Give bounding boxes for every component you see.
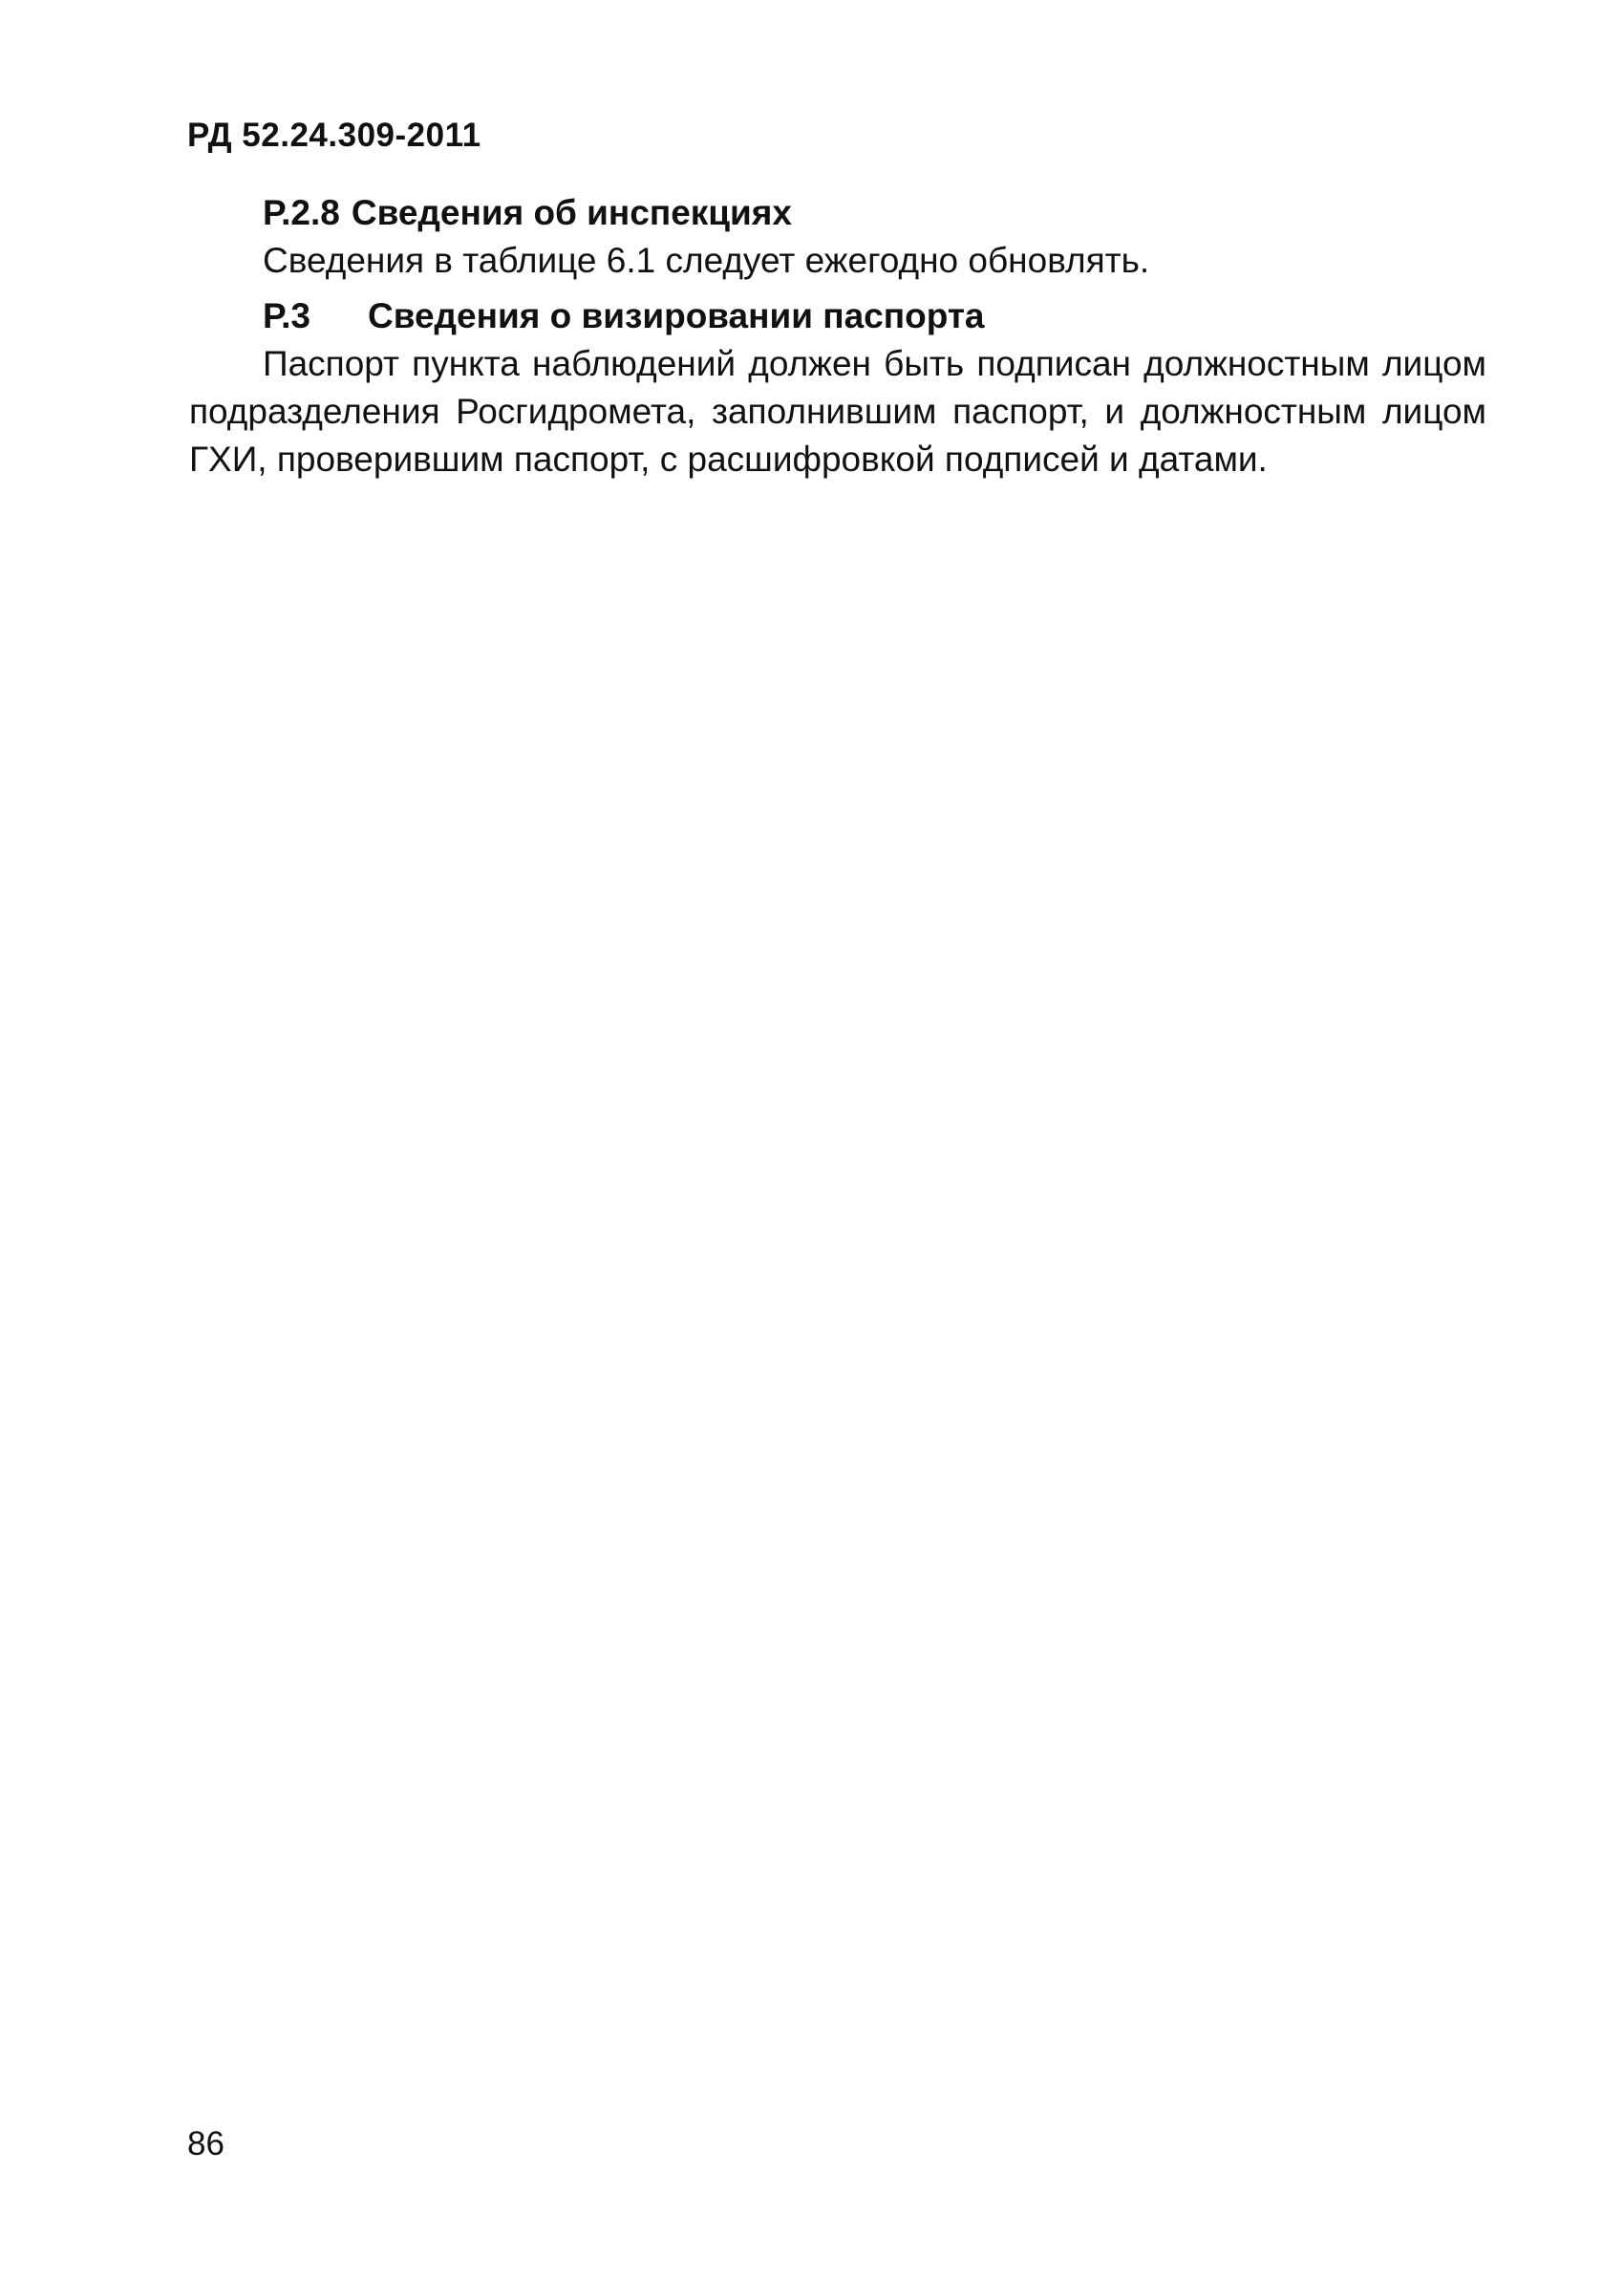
section-p-2-8 bbox=[189, 189, 1486, 285]
section-number: Р.3 bbox=[263, 296, 310, 335]
section-heading bbox=[263, 189, 1486, 237]
document-code: РД 52.24.309-2011 bbox=[187, 117, 481, 154]
page-number: 86 bbox=[187, 2125, 224, 2162]
section-heading bbox=[263, 292, 1486, 340]
section-title: Сведения об инспекциях bbox=[351, 193, 792, 232]
section-number: Р.2.8 bbox=[263, 193, 340, 232]
section-paragraph: Паспорт пункта наблюдений должен быть подписан должностным лицом подразделения Росгидромета, заполнившим паспорт, и должностным лицом ГХИ, проверившим паспорт, с расшифровкой подписей и датами. bbox=[189, 344, 1486, 479]
section-p-3 bbox=[189, 292, 1486, 484]
section-title: Сведения о визировании паспорта bbox=[368, 296, 985, 335]
section-paragraph: Сведения в таблице 6.1 следует ежегодно обновлять. bbox=[263, 241, 1150, 280]
